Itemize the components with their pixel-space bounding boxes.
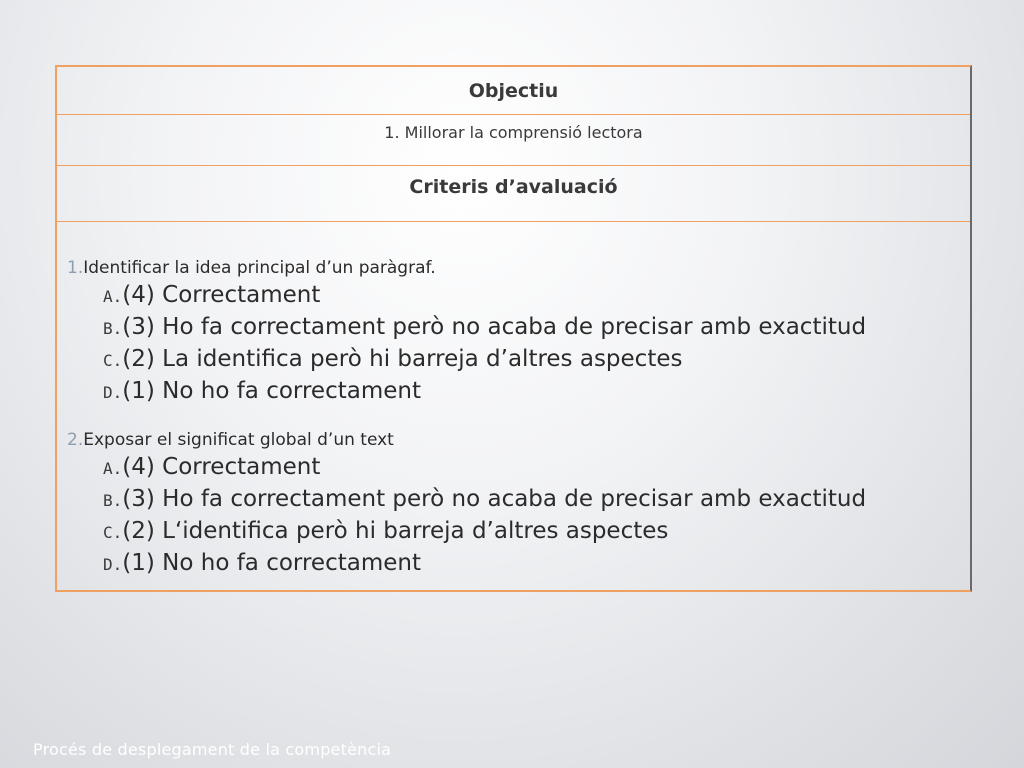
objective-heading-row	[57, 67, 970, 115]
criterion-number: 2.	[67, 430, 84, 450]
option-item	[103, 548, 970, 580]
evaluation-table	[55, 65, 972, 592]
option-item	[103, 516, 970, 548]
criterion-1	[67, 256, 970, 408]
option-item	[103, 484, 970, 516]
criteria-list	[57, 222, 970, 590]
criterion-title	[67, 256, 970, 280]
option-letter: A.	[103, 459, 123, 478]
objective-heading: Objectiu	[468, 79, 559, 102]
criterion-title	[67, 428, 970, 452]
option-text: (4) Correctament	[122, 282, 321, 308]
objective-row	[57, 115, 970, 166]
option-item	[103, 312, 970, 344]
option-text: (1) No ho fa correctament	[122, 378, 421, 404]
option-text: (3) Ho fa correctament però no acaba de precisar amb exactitud	[122, 486, 867, 512]
criterion-number: 1.	[67, 258, 84, 278]
option-letter: D.	[103, 383, 123, 402]
footer-caption: Procés de desplegament de la competència	[33, 740, 392, 759]
option-text: (2) La identifica però hi barreja d’altres aspectes	[122, 346, 683, 372]
option-text: (4) Correctament	[122, 454, 321, 480]
option-item	[103, 344, 970, 376]
option-text: (2) L‘identifica però hi barreja d’altres aspectes	[122, 518, 669, 544]
option-letter: C.	[103, 351, 123, 370]
criterion-2	[67, 428, 970, 580]
option-item	[103, 280, 970, 312]
option-letter: C.	[103, 523, 123, 542]
criterion-title-text: Exposar el significat global d’un text	[83, 430, 394, 450]
option-text: (1) No ho fa correctament	[122, 550, 421, 576]
criterion-title-text: Identificar la idea principal d’un paràgraf.	[83, 258, 436, 278]
criteria-heading: Criteris d’avaluació	[409, 176, 618, 198]
option-letter: A.	[103, 287, 123, 306]
option-item	[103, 452, 970, 484]
objective-text: 1. Millorar la comprensió lectora	[384, 123, 643, 142]
criterion-options	[67, 280, 970, 408]
criterion-options	[67, 452, 970, 580]
option-text: (3) Ho fa correctament però no acaba de precisar amb exactitud	[122, 314, 867, 340]
option-item	[103, 376, 970, 408]
option-letter: B.	[103, 491, 123, 510]
criteria-heading-row	[57, 166, 970, 222]
option-letter: D.	[103, 555, 123, 574]
option-letter: B.	[103, 319, 123, 338]
